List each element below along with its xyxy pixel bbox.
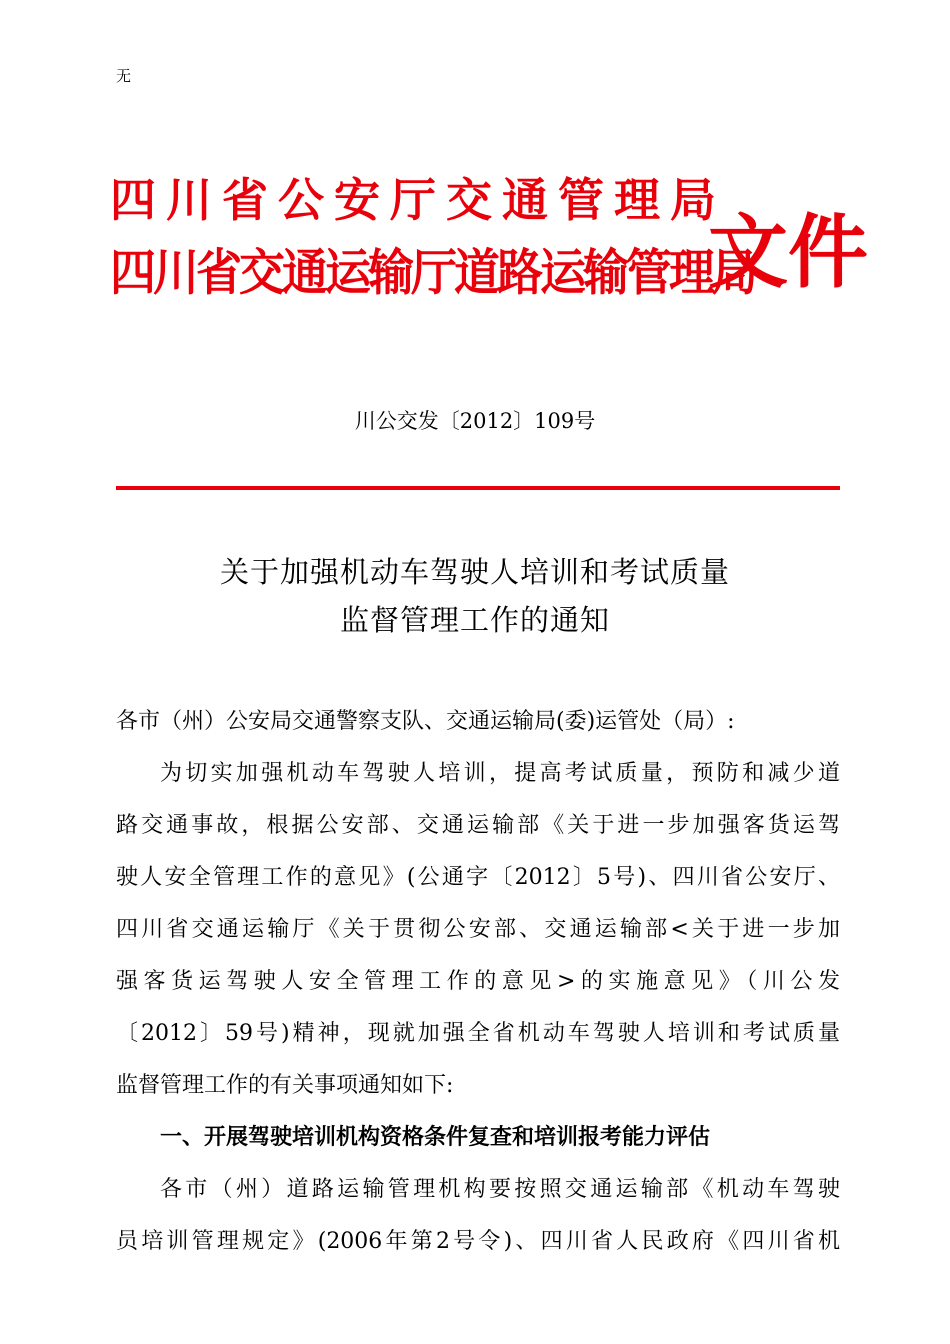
corner-mark: 无 (116, 67, 132, 85)
body-line: 四川省交通运输厅《关于贯彻公安部、交通运输部<关于进一步加 (116, 917, 840, 942)
body-line: 各市（州）道路运输管理机构要按照交通运输部《机动车驾驶 (160, 1177, 840, 1202)
body-line: 员培训管理规定》(2006年第2号令)、四川省人民政府《四川省机 (116, 1229, 840, 1254)
document-body (116, 698, 840, 1270)
title-line-1: 关于加强机动车驾驶人培训和考试质量 (219, 555, 730, 589)
document-number: 川公交发〔2012〕109号 (354, 409, 596, 433)
body-line: 驶人安全管理工作的意见》(公通字〔2012〕5号)、四川省公安厅、 (116, 865, 840, 890)
document-word: 文件 (708, 206, 868, 299)
body-line: 监督管理工作的有关事项通知如下: (116, 1073, 454, 1098)
issuer-name-2: 四川省交通运输厅道路运输管理局 (110, 243, 755, 302)
body-line: 〔2012〕59号)精神，现就加强全省机动车驾驶人培训和考试质量 (116, 1021, 840, 1046)
body-line: 强客货运驾驶人安全管理工作的意见>的实施意见》（川公发 (116, 969, 840, 994)
document-header (110, 168, 870, 318)
body-line: 为切实加强机动车驾驶人培训，提高考试质量，预防和减少道 (160, 761, 840, 786)
red-divider-line (116, 486, 840, 490)
title-line-2: 监督管理工作的通知 (339, 603, 610, 637)
body-line: 路交通事故，根据公安部、交通运输部《关于进一步加强客货运驾 (116, 813, 840, 838)
salutation: 各市（州）公安局交通警察支队、交通运输局(委)运管处（局）: (116, 709, 735, 734)
document-title (0, 548, 950, 644)
issuer-name-1: 四川省公安厅交通管理局 (110, 173, 726, 227)
section-heading: 一、开展驾驶培训机构资格条件复查和培训报考能力评估 (160, 1125, 711, 1150)
